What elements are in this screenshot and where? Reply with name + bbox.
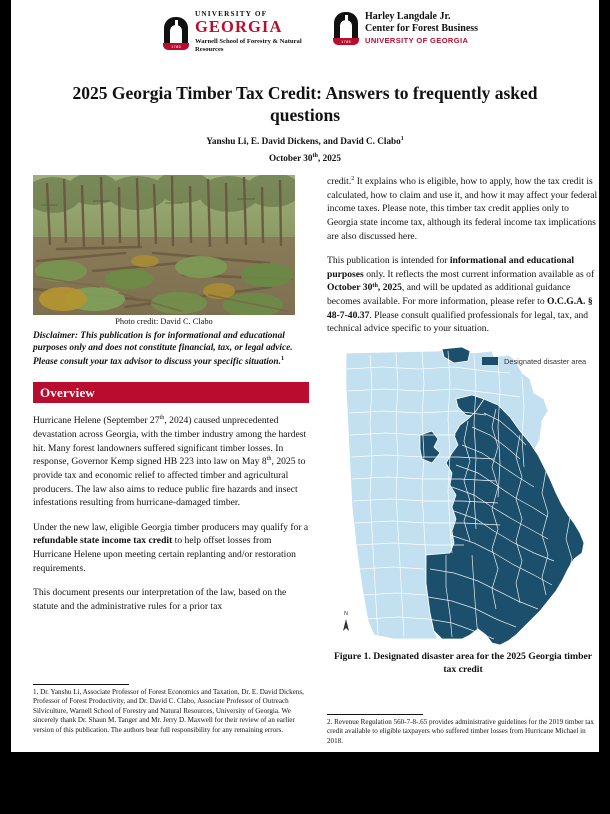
- document-authors: [66, 136, 544, 146]
- right-column: [327, 175, 599, 676]
- figure-photo: [33, 175, 295, 326]
- authors-names: Yanshu Li, E. David Dickens, and David C. Clabo: [206, 136, 401, 147]
- left-column: [33, 175, 309, 613]
- disclaimer-body: This publication is for informational and educational purposes only and does not constitute financial, tax, or legal advice. Please consult your tax advisor to discuss your specific situation.: [33, 331, 293, 367]
- disclaimer-text: [33, 330, 305, 368]
- footnote-left: [33, 684, 309, 735]
- hlj-logo-line3: UNIVERSITY OF GEORGIA: [365, 36, 469, 46]
- footnote-rule-left: [33, 684, 129, 685]
- uga-seal-year: 1785: [170, 43, 182, 49]
- disclaimer-lead: Disclaimer:: [33, 331, 78, 341]
- hlj-logo-line2: Center for Forest Business: [365, 22, 479, 34]
- uga-logo-line2: GEORGIA: [195, 17, 283, 37]
- right-paragraph-1: credit.$^2$ It explains who is eligible, how to apply, how the tax credit is calculated, how to claim and use it, and how it may affect your federal income taxes. Please note, this timber tax credit applies only to Georgia state income tax, although its federal income tax implications are also discussed here.: [327, 175, 598, 242]
- overview-paragraph-2: Under the new law, eligible Georgia timber producers may qualify for a refundable state income tax credit to help offset losses from Hurricane Helene upon meeting certain replanting and/or restoration requirements.: [33, 521, 309, 574]
- logo-university-of-georgia: [163, 11, 315, 54]
- hurricane-damage-photo: [33, 175, 295, 315]
- document-date: [66, 152, 544, 163]
- overview-heading: Overview: [40, 384, 96, 400]
- georgia-disaster-map: [334, 347, 592, 647]
- footnote-2-text: 2. Revenue Regulation 560-7-8-.65 provides administrative guidelines for the 2019 timber tax credit available to eligible taxpayers who suffered timber losses from Hurricane Michael in 2018.: [327, 718, 594, 745]
- overview-section-header: [33, 382, 309, 403]
- logo-harley-langdale-center: [333, 11, 478, 45]
- date-year: , 2025: [318, 152, 341, 163]
- footnote-1-text: 1. Dr. Yanshu Li, Associate Professor of Forest Economics and Taxation, Dr. E. David Dickens, Professor of Forest Productivity, and Dr. David C. Clabo, Associate Professor of Outreach Silviculture, Warnell School of Forestry and Natural Resources, University of Georgia. We sincerely thank Dr. Shaun M. Tanger and Mr. Jerry D. Maxwell for their review of an earlier version of this publication. The authors bear full responsibility for any remaining errors.: [33, 688, 304, 734]
- legend-label-text: Designated disaster area: [504, 357, 587, 367]
- header-logo-row: [11, 8, 599, 56]
- uga-arch-icon: [163, 16, 189, 50]
- svg-text:N: N: [344, 611, 348, 618]
- document-page: [11, 0, 599, 752]
- photo-illustration: [33, 175, 295, 315]
- uga-logo-line1: UNIVERSITY OF: [195, 10, 268, 18]
- figure-1: [327, 347, 599, 676]
- overview-paragraph-3: This document presents our interpretation of the law, based on the statute and the administrative rules for a prior tax: [33, 587, 287, 612]
- hlj-seal-year: 1785: [340, 39, 352, 45]
- hlj-logo-line1: Harley Langdale Jr.: [365, 11, 451, 22]
- map-legend: [482, 357, 587, 366]
- footnote-right: [327, 714, 599, 746]
- overview-paragraph-1: Hurricane Helene (September 27th, 2024) caused unprecedented devastation across Georgia, with the timber industry among the hardest hit. Many forest landowners suffered significant timber losses. In response, Governor Kemp signed HB 223 into law on May 8th, 2025 to provide tax and economic relief to affected timber and agricultural producers. The law also aims to reduce public fire hazards and insect infestations resulting from hurricane-damaged timber.: [33, 414, 307, 509]
- date-month-day: October 30: [269, 152, 313, 163]
- disclaimer-footnote-marker: 1: [280, 354, 285, 362]
- north-arrow-icon: [343, 611, 349, 631]
- uga-logo-line3: Warnell School of Forestry & Natural Resources: [195, 37, 302, 53]
- right-paragraph-2: This publication is intended for informational and educational purposes only. It reflects the most current information available as of October 30th, 2025, and will be updated as additional guidance becomes available. For more information, please refer to O.C.G.A. § 48-7-40.37. Please consult qualified professionals for legal, tax, and technical advice specific to your situation.: [327, 255, 595, 335]
- overview-paragraphs: [33, 414, 309, 613]
- authors-footnote-marker: 1: [400, 136, 404, 143]
- hlj-arch-icon: [333, 11, 359, 45]
- photo-credit: Photo credit: David C. Clabo: [115, 317, 213, 326]
- figure-1-caption: Figure 1. Designated disaster area for the 2025 Georgia timber tax credit: [333, 651, 593, 675]
- date-ordinal: th: [312, 151, 318, 159]
- document-title: 2025 Georgia Timber Tax Credit: Answers to frequently asked questions: [72, 83, 538, 126]
- georgia-map-svg: [334, 347, 592, 647]
- footnote-rule-right: [327, 714, 423, 715]
- title-block: [66, 82, 544, 163]
